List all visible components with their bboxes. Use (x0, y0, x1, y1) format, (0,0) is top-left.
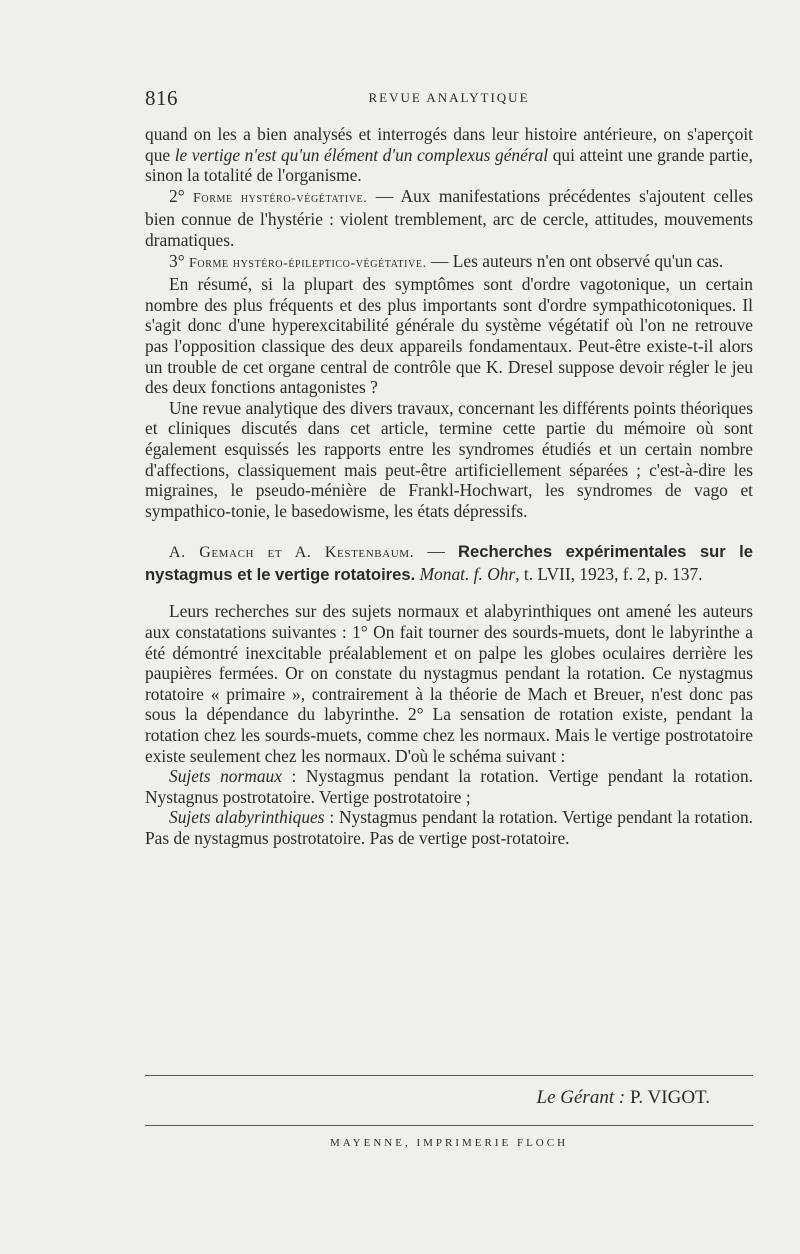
page-number: 816 (145, 86, 178, 110)
paragraph-summary (145, 124, 753, 186)
spacer (145, 585, 753, 601)
review-authors: A. Gemach et A. Kestenbaum. (169, 544, 415, 562)
gerant-signature (537, 1087, 710, 1109)
text-run: — Aux manifestations précédentes s'ajoutent celles bien connue de l'hystérie : violent tremblement, arc de cercle, attitudes, mouvements dramatiques. (145, 185, 754, 250)
paragraph-form-2 (145, 186, 753, 251)
review-reference: , t. LVII, 1923, f. 2, p. 137. (515, 563, 703, 584)
text-run: — (414, 541, 459, 562)
review-heading (145, 541, 753, 585)
item-number: 3° (169, 250, 189, 271)
text-run: — Les auteurs n'en ont observé qu'un cas. (426, 250, 724, 271)
article-body (145, 124, 753, 849)
page-header (145, 86, 753, 110)
paragraph-form-3 (145, 251, 753, 275)
text-run: : Nystagmus pendant la rotation. Vertige pendant la rotation. Nystagnus postrotatoire. Vertige postrotatoire ; (145, 766, 754, 807)
item-number: 2° (169, 185, 194, 206)
paragraph-findings: Leurs recherches sur des sujets normaux et alabyrinthiques ont amené les auteurs aux constatations suivantes : 1° On fait tourner des sourds-muets, dont le labyrinthe a été démontré inexcitable préalablement et on palpe les globes oculaires derrière les paupières fermées. Or on constate du nystagmus pendant la rotation. Ce nystagmus rotatoire « primaire », contrairement à la théorie de Mach et Breuer, n'est donc pas sous la dépendance du labyrinthe. 2° La sensation de rotation existe, pendant la rotation chez les sourds-muets, comme chez les normaux. Mais le vertige postrotatoire existe seulement chez les normaux. D'où le schéma suivant : (145, 601, 753, 766)
paragraph-review-note: Une revue analytique des divers travaux, concernant les différents points théoriques et cliniques discutés dans cet article, termine cette partie du mémoire où sont également esquissés les rapports entre les syndromes étudiés et un certain nombre d'affections, classiquement mais peut-être artificiellement séparées ; c'est-à-dire les migraines, le pseudo-ménière de Frankl-Hochwart, les syndromes de vago et sympathico-tonie, le basedowisme, les états dépressifs. (145, 397, 753, 521)
paragraph-alabyrinthic-subjects (145, 807, 753, 848)
form-label: Forme hystéro-végétative. (193, 190, 368, 206)
printer-imprint: MAYENNE, IMPRIMERIE FLOCH (329, 1137, 569, 1149)
text-run: quand on les a bien analysés et interrogés dans leur histoire antérieure, on s'aperçoit que (145, 124, 753, 165)
review-journal: Monat. f. Ohr (419, 563, 516, 584)
review-title: Recherches expérimentales sur le nystagmus et le vertige rotatoires. (145, 542, 753, 584)
divider-line (145, 1125, 753, 1126)
text-run: qui atteint une grande partie, sinon la totalité de l'organisme. (145, 144, 753, 186)
running-head: REVUE ANALYTIQUE (368, 90, 530, 105)
paragraph-resume: En résumé, si la plupart des symptômes sont d'ordre vagotonique, un certain nombre des plus fréquents et des plus importants sont d'ordre sympathicotoniques. Il s'agit donc d'une hyperexcitabilité générale du système végétatif où l'on ne retrouve pas l'opposition classique des deux appareils fondamentaux. Peut-être existe-t-il alors un trouble de cet organe central de contrôle que K. Dresel suppose devoir régler le jeu des deux fonctions antagonistes ? (145, 274, 753, 398)
text-run: : Nystagmus pendant la rotation. Vertige pendant la rotation. Pas de nystagmus postrotatoire. Pas de vertige post-rotatoire. (145, 807, 753, 848)
divider-line (145, 1075, 753, 1076)
paragraph-normal-subjects (145, 766, 753, 807)
form-label: Forme hystéro-épileptico-végétative. (189, 255, 427, 271)
gerant-name: P. VIGOT. (625, 1087, 710, 1108)
subject-label: Sujets alabyrinthiques (169, 807, 325, 828)
emphasis-text: le vertige n'est qu'un élément d'un complexus général (174, 144, 549, 165)
gerant-label: Le Gérant : (536, 1087, 626, 1108)
subject-label: Sujets normaux (169, 766, 282, 787)
